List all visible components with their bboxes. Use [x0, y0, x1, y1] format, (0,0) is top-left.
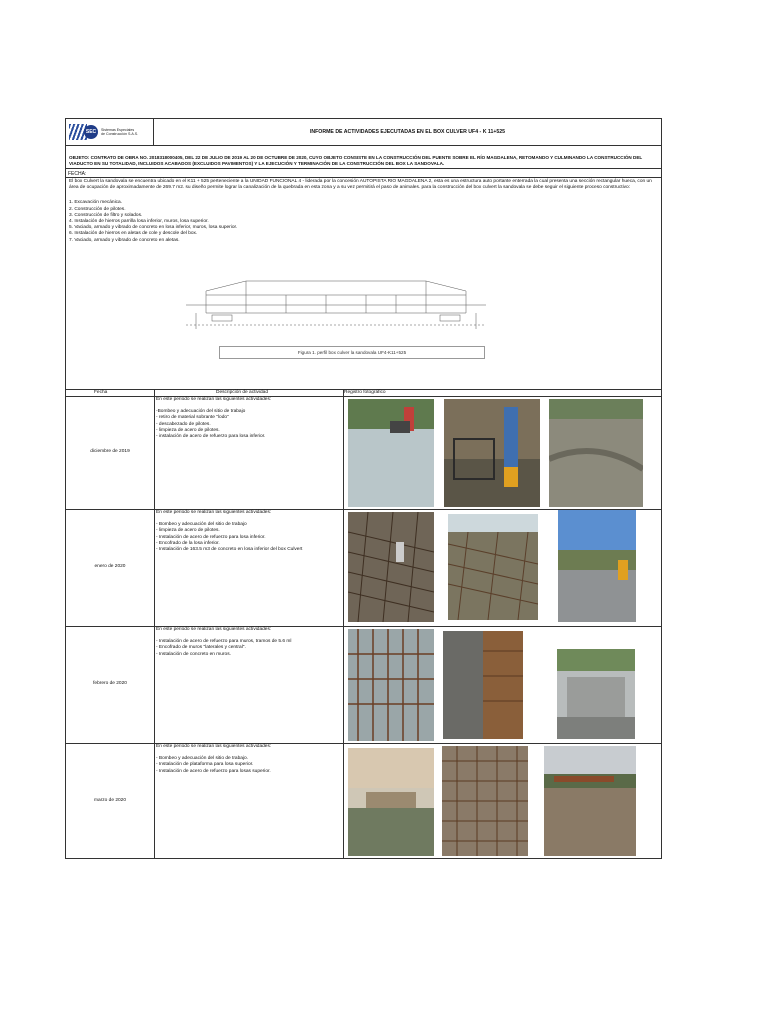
report-sheet	[65, 118, 662, 859]
contract-object: OBJETO: CONTRATO DE OBRA NO. 2018318000405, DEL 22 DE JULIO DE 2019 AL 20 DE OCTUBRE DE 2020, CUYO OBJETO CONSISTE EN LA CONSTRUCCIÓN DEL PUENTE SOBRE EL RÍO MAGDALENA, RETOMANDO Y CULMINANDO LA CONSTRUCCIÓN DEL VIADUCTO EN SU TOTALIDAD, INCLUIDOS ACABADOS (EXCLUIDOS PAVIMENTOS) Y LA EJECUCIÓN Y TERMINACIÓN DE LA CONSTRUCCIÓN DEL BOX LA SANDOVALA.	[66, 155, 661, 169]
project-description	[66, 179, 661, 244]
site-photo-wall-rebar	[348, 629, 434, 741]
site-photo-wall-concrete	[557, 649, 635, 739]
description-text: El box Culvert la sandovala se encuentra ubicado en el K11 + 525 perteneciente a la UNIDAD FUNCIONAL 4 - liderada por la concesión AUTOPISTA RIO MAGDALENA 2, esta es una estructura auto portante enterrada la cual presenta una sección rectangular hueca, con un área de ocupación de aproximadamente de 269.7 m2. su diseño permite lograr la canalización de la quebrada en esta zona y a su vez permitirá el paso de animales. para la construcción del box culvert la sandovala se debe seguir el siguiente proceso constructivo:	[69, 179, 652, 191]
site-photo-water-pump	[348, 399, 434, 507]
report-header	[66, 119, 661, 146]
step-item: 2. Construcción de pilotes.	[69, 206, 126, 212]
row-date: diciembre de 2019	[90, 449, 130, 454]
column-header-registro: Registro fotográfico	[344, 390, 386, 395]
column-header-descripcion: Descripción de actividad	[216, 390, 268, 395]
construction-steps	[69, 200, 658, 243]
site-photo-rebar-grid	[448, 514, 538, 620]
row-description: En este periodo se realizan las siguientes actividades: -Bombeo y adecuación del sitio de trabajo - retiro de material sobrante "lodo" - descabezado de pilotes. - limpieza de acero de pilotes. - instalación de acero de refuerzo para losa inferior.	[156, 397, 272, 440]
step-item: 6. Instalación de hierros en aletas de cole y descole del box.	[69, 231, 198, 237]
step-item: 7. Vaciado, armado y vibrado de concreto en aletas.	[69, 237, 180, 243]
row-date: febrero de 2020	[93, 681, 127, 686]
site-photo-concrete-pour	[558, 510, 636, 622]
site-photo-excavation	[549, 399, 643, 507]
report-title: INFORME DE ACTIVIDADES EJECUTADAS EN EL BOX CULVER UF4 - K 11+525	[309, 129, 506, 135]
site-photo-flooded-site	[544, 746, 636, 856]
table-row	[66, 397, 661, 509]
column-header-fecha: Fecha	[94, 390, 108, 395]
step-item: 1. Excavación mecánica.	[69, 200, 123, 206]
site-photo-rebar-bottom-slab	[348, 512, 434, 622]
company-name: Sistemas Especiales de Construcción S.A.S.	[101, 127, 139, 136]
row-description: En este periodo se realizan las siguientes actividades: - Bombeo y adecuación del sitio de trabajo - limpieza de acero de pilotes. - Instalación de acero de refuerzo para losa inferior. - Encofrado de la losa inferior. - Instalación de 163.5 m3 de concreto en losa inferior del box Culvert	[156, 510, 303, 553]
row-description: En este periodo se realizan las siguientes actividades: - Instalación de acero de refuerzo para muros, tramos de 5.6 ml - Encofrado de muros "laterales y central". - Instalación de concreto en muros.	[156, 627, 292, 657]
logo-badge: SEC	[84, 125, 98, 139]
profile-drawing-svg	[186, 277, 486, 333]
table-row	[66, 510, 661, 626]
step-item: 4. Instalación de hierros parrilla losa inferior, muros, losa superior.	[69, 219, 209, 225]
culvert-profile-drawing	[186, 277, 486, 333]
site-photo-top-slab-rebar	[442, 746, 528, 856]
site-photo-pile-cutting	[444, 399, 540, 507]
site-photo-platform	[348, 748, 434, 856]
row-date: enero de 2020	[94, 564, 126, 569]
row-description: En este periodo se realizan las siguientes actividades: - Bombeo y adecuación del sitio de trabajo. - Instalación de plataforma para losa superior. - Instalación de acero de refuerzo para losas superior.	[156, 744, 272, 774]
date-label: FECHA:	[66, 170, 661, 178]
site-photo-wall-formwork	[443, 631, 523, 739]
step-item: 3. Construcción de filtro y solados.	[69, 212, 143, 218]
row-date: marzo de 2020	[94, 798, 126, 803]
step-item: 5. Vaciado, armado y vibrado de concreto en losa inferior, muros, losa superior.	[69, 225, 238, 231]
company-logo	[66, 119, 154, 145]
table-row	[66, 627, 661, 743]
figure-caption: Figura 1. perfil box culver la sandovala UF4-K11+525	[219, 346, 485, 359]
logo-mark	[69, 124, 98, 140]
table-row	[66, 744, 661, 858]
